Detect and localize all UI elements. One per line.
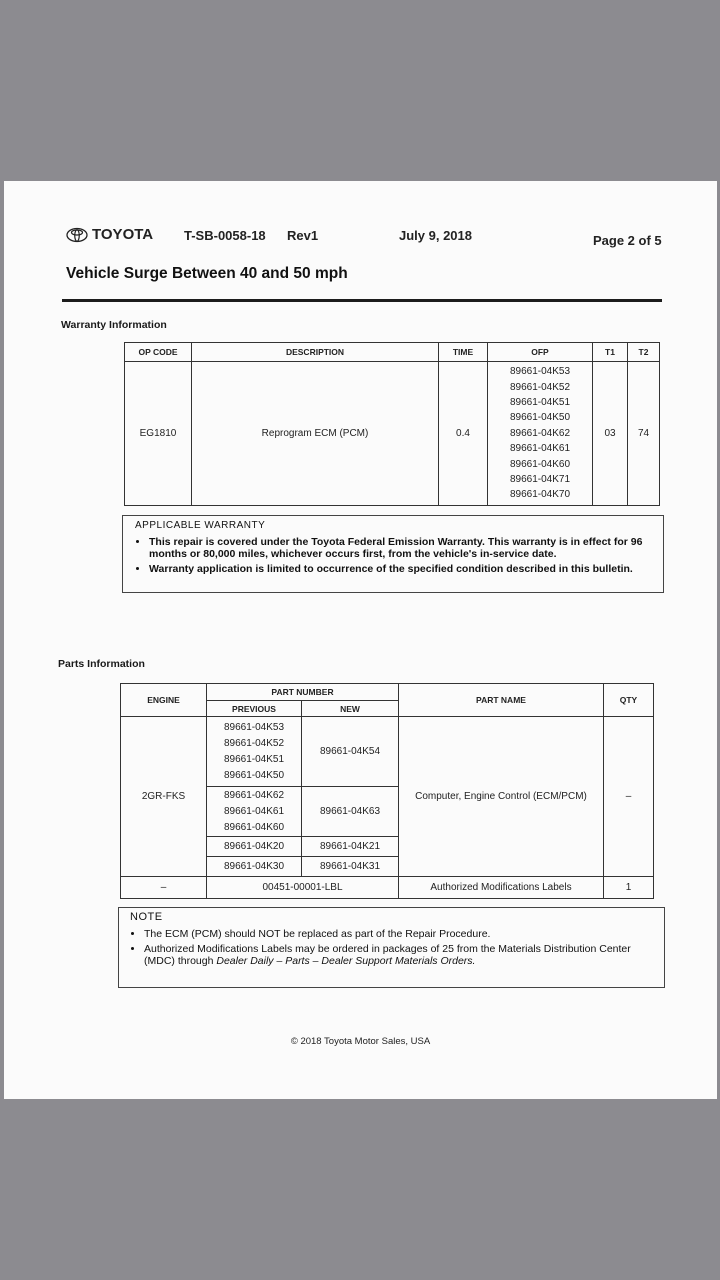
note-heading: NOTE xyxy=(130,911,163,923)
warranty-item: • This repair is covered under the Toyota Federal Emission Warranty. This warranty is in effect for 96 months or 80,000 miles, whichever occurs first, from the vehicle's in-service date. xyxy=(149,536,653,560)
ofp-item: 89661-04K51 xyxy=(509,396,571,408)
revision: Rev1 xyxy=(287,228,319,243)
col-description: DESCRIPTION xyxy=(192,343,439,362)
bulletin-date: July 9, 2018 xyxy=(399,228,472,243)
part-name-cell: Computer, Engine Control (ECM/PCM) xyxy=(399,717,604,877)
brand-name: TOYOTA xyxy=(92,226,154,243)
qty-cell: – xyxy=(604,717,654,877)
previous-part: 89661-04K61 xyxy=(223,805,285,817)
col-previous: PREVIOUS xyxy=(207,701,302,717)
previous-part: 89661-04K53 xyxy=(223,721,285,733)
applicable-warranty-heading: APPLICABLE WARRANTY xyxy=(135,520,266,531)
ofp-item: 89661-04K71 xyxy=(509,474,571,486)
description-cell: Reprogram ECM (PCM) xyxy=(192,362,439,506)
ofp-item: 89661-04K70 xyxy=(509,489,571,501)
warranty-section-title: Warranty Information xyxy=(61,319,167,331)
label-part-number-cell: 00451-00001-LBL xyxy=(207,877,399,899)
previous-part: 89661-04K52 xyxy=(223,737,285,749)
time-cell: 0.4 xyxy=(439,362,488,506)
ofp-item: 89661-04K60 xyxy=(509,458,571,470)
previous-cell: 89661-04K20 xyxy=(207,837,302,857)
col-part-number: PART NUMBER xyxy=(207,684,399,701)
bulletin-title: Vehicle Surge Between 40 and 50 mph xyxy=(66,265,348,282)
ofp-item: 89661-04K61 xyxy=(509,443,571,455)
bulletin-page xyxy=(4,181,717,1099)
new-cell: 89661-04K31 xyxy=(302,857,399,877)
new-cell: 89661-04K21 xyxy=(302,837,399,857)
table-row xyxy=(121,877,654,899)
t2-cell: 74 xyxy=(628,362,660,506)
engine-cell: 2GR-FKS xyxy=(121,717,207,877)
col-engine: ENGINE xyxy=(121,684,207,717)
warranty-item: • Warranty application is limited to occurrence of the specified condition described in this bulletin. xyxy=(149,563,653,575)
previous-part: 89661-04K50 xyxy=(223,769,285,781)
previous-cell: 89661-04K30 xyxy=(207,857,302,877)
col-op-code: OP CODE xyxy=(125,343,192,362)
warranty-table xyxy=(124,342,660,506)
note-box xyxy=(118,907,665,988)
col-ofp: OFP xyxy=(488,343,593,362)
previous-part: 89661-04K62 xyxy=(223,789,285,801)
ofp-item: 89661-04K52 xyxy=(509,381,571,393)
ofp-item: 89661-04K62 xyxy=(509,427,571,439)
op-code-cell: EG1810 xyxy=(125,362,192,506)
note-text: Authorized Modifications Labels may be ordered in packages of 25 from the Materials Distribution Center (MDC) through xyxy=(144,943,631,967)
col-t2: T2 xyxy=(628,343,660,362)
bulletin-id: T-SB-0058-18 xyxy=(184,228,266,243)
label-engine-cell: – xyxy=(121,877,207,899)
previous-part: 89661-04K60 xyxy=(223,821,285,833)
new-cell: 89661-04K54 xyxy=(302,717,399,787)
note-item xyxy=(144,943,654,967)
previous-cell xyxy=(207,717,302,787)
col-new: NEW xyxy=(302,701,399,717)
label-part-name-cell: Authorized Modifications Labels xyxy=(399,877,604,899)
previous-part: 89661-04K51 xyxy=(223,753,285,765)
toyota-logo xyxy=(66,226,153,243)
parts-section-title: Parts Information xyxy=(58,658,145,670)
page-number: Page 2 of 5 xyxy=(593,233,662,248)
title-rule xyxy=(62,299,662,302)
copyright-footer: © 2018 Toyota Motor Sales, USA xyxy=(290,1036,431,1047)
applicable-warranty-box xyxy=(122,515,664,593)
previous-cell xyxy=(207,787,302,837)
new-cell: 89661-04K63 xyxy=(302,787,399,837)
parts-table xyxy=(120,683,654,899)
col-part-name: PART NAME xyxy=(399,684,604,717)
col-time: TIME xyxy=(439,343,488,362)
t1-cell: 03 xyxy=(593,362,628,506)
table-row xyxy=(121,717,654,787)
ofp-item: 89661-04K50 xyxy=(509,412,571,424)
note-italic-text: Dealer Daily – Parts – Dealer Support Materials Orders. xyxy=(216,955,476,967)
ofp-item: 89661-04K53 xyxy=(509,366,571,378)
toyota-emblem-icon xyxy=(66,227,88,243)
label-qty-cell: 1 xyxy=(604,877,654,899)
col-qty: QTY xyxy=(604,684,654,717)
ofp-cell xyxy=(488,362,593,506)
note-item: • The ECM (PCM) should NOT be replaced as part of the Repair Procedure. xyxy=(144,928,654,940)
ofp-list xyxy=(488,364,592,503)
table-row xyxy=(125,362,660,506)
col-t1: T1 xyxy=(593,343,628,362)
